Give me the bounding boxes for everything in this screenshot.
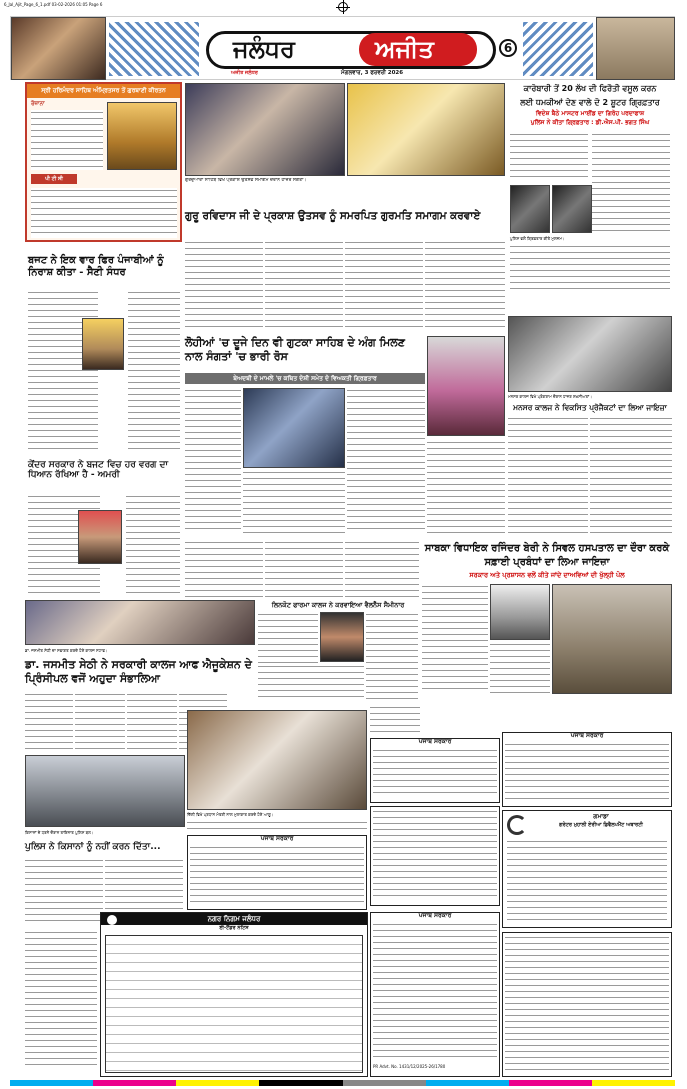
visit-caption: ਦਿੱਲੀ ਵਿਖੇ ਪ੍ਰਧਾਨ ਮੰਤਰੀ ਨਾਲ ਮੁਲਾਕਾਤ ਕਰਦੇ ਹੋਏ ਆਗੂ।: [187, 812, 274, 817]
masthead-pattern-right: [523, 22, 593, 76]
masthead-left-image: [11, 17, 106, 80]
arrest-headline: ਲਈ ਧਮਕੀਆਂ ਦੇਣ ਵਾਲੇ ਦੋ 2 ਸ਼ੂਟਰ ਗ੍ਰਿਫ਼ਤਾਰ: [520, 98, 660, 107]
ad-schedule-text: [31, 110, 103, 170]
golden-temple-image: [107, 102, 177, 170]
gurmat-headline: ਗੁਰੂ ਰਵਿਦਾਸ ਜੀ ਦੇ ਪ੍ਰਕਾਸ਼ ਉਤਸਵ ਨੂੰ ਸਮਰਪਿਤ ਗੁਰਮਤਿ ਸਮਾਗਮ ਕਰਵਾਏ: [185, 210, 481, 222]
mansar-text-2: [590, 416, 672, 534]
seminar-text-3: [258, 664, 364, 702]
notice-5-title: ਪੰਜਾਬ ਸਰਕਾਰ: [418, 912, 452, 919]
masthead-title-frame: [206, 31, 496, 69]
ad-footer-text: [31, 188, 177, 238]
farmers-headline: ਪੁਲਿਸ ਨੇ ਕਿਸਾਨਾਂ ਨੂੰ ਨਹੀਂ ਕਰਨ ਦਿੱਤਾ...: [25, 842, 161, 852]
notice-punjab-3: [187, 835, 367, 910]
notice-punjab-6: [502, 932, 672, 1077]
accused-photo-2: [552, 185, 592, 233]
masthead-title-right: ਅਜੀਤ: [375, 35, 434, 63]
print-slug: 6_Jal_Ajit_Page_6_1.pdf 03-02-2026 01:05 Page 6: [4, 2, 103, 7]
notice-6-body: [505, 935, 669, 1073]
mid-text-2: [265, 540, 343, 600]
gurmat-text-3: [345, 240, 423, 330]
arrest-sub2: ਪੁਲਿਸ ਨੇ ਕੀਤਾ ਗ੍ਰਿਫ਼ਤਾਰ : ਡੀ.ਐਸ.ਪੀ. ਭਗਤ ਸਿੰਘ: [530, 119, 650, 126]
hospital-photo-1: [490, 584, 550, 640]
farmers-photo: [25, 755, 185, 827]
gutka-text-4: [427, 440, 505, 533]
seminar-headline: ਲਿਨਕੋਟ ਫਾਰਮਾ ਕਾਲਜ ਨੇ ਕਰਵਾਇਆ ਵੈਲਨੈੱਸ ਸੈਮੀਨਾਰ: [271, 601, 405, 609]
ad-label: ਰੋਜ਼ਾਨਾ: [31, 101, 45, 107]
budget-text-2: [128, 290, 180, 450]
seminar-text-2: [366, 612, 418, 702]
central-headline: ਕੇਂਦਰ ਸਰਕਾਰ ਨੇ ਬਜਟ ਵਿਚ ਹਰ ਵਰਗ ਦਾ ਧਿਆਨ ਰੱਖਿਆ ਹੈ - ਅਮਰੀ: [28, 460, 169, 481]
ad-banner: ਸ੍ਰੀ ਹਰਿਮੰਦਰ ਸਾਹਿਬ ਅੰਮ੍ਰਿਤਸਰ ਤੋਂ ਗੁਰਬਾਣੀ ਕੀਰਤਨ: [27, 84, 180, 98]
farmers-caption: ਕਿਸਾਨਾਂ ਦੇ ਧਰਨੇ ਦੌਰਾਨ ਤਾਇਨਾਤ ਪੁਲਿਸ ਬਲ।: [25, 830, 94, 835]
tender-table: [105, 935, 363, 1073]
gutka-headline: ਲੋਹੀਆਂ 'ਚ ਦੂਜੇ ਦਿਨ ਵੀ ਗੁਟਕਾ ਸਾਹਿਬ ਦੇ ਅੰਗ ਮਿਲਣ ਨਾਲ ਸੰਗਤਾਂ 'ਚ ਭਾਰੀ ਰੋਸ: [185, 336, 405, 364]
accused-photo-1: [510, 185, 550, 233]
college-caption: ਡਾ. ਜਸਮੀਤ ਸੇਠੀ ਦਾ ਸਵਾਗਤ ਕਰਦੇ ਹੋਏ ਕਾਲਜ ਸਟਾਫ।: [25, 648, 108, 653]
gamada-title: ਗਮਾਡਾ: [593, 813, 609, 820]
visit-photo: [187, 710, 367, 810]
nagar-nigam-title: ਨਗਰ ਨਿਗਮ ਜਲੰਧਰ: [101, 913, 367, 925]
hospital-sub: ਸਰਕਾਰ ਅਤੇ ਪ੍ਰਸ਼ਾਸਨ ਵਲੋਂ ਕੀਤੇ ਜਾਂਦੇ ਦਾਅਵਿਆਂ ਦੀ ਖੁੱਲ੍ਹੀ ਪੋਲ: [469, 571, 625, 579]
mansar-caption: ਮਨਸਰ ਕਾਲਜ ਵਿਖੇ ਪ੍ਰੋਗਰਾਮ ਦੌਰਾਨ ਹਾਜ਼ਰ ਸ਼ਖ਼ਸੀਅਤਾਂ।: [508, 394, 592, 399]
hospital-photo-2: [552, 584, 672, 694]
gamada-body: [507, 839, 667, 924]
notice-punjab-4: [370, 806, 500, 906]
arrest-text-2: [592, 132, 670, 232]
hospital-headline: ਸਾਬਕਾ ਵਿਧਾਇਕ ਰਜਿੰਦਰ ਬੇਰੀ ਨੇ ਸਿਵਲ ਹਸਪਤਾਲ ਦਾ ਦੌਰਾ ਕਰਕੇ ਸਫ਼ਾਈ ਪ੍ਰਬੰਧਾਂ ਦਾ ਲਿਆ ਜਾਇਜ਼ਾ: [424, 543, 670, 568]
color-registration-bar: [10, 1080, 675, 1086]
ptc-kirtan-ad: [25, 82, 182, 242]
mid-text-1: [185, 540, 263, 600]
notice-5-body: [373, 922, 497, 1062]
masthead-pattern-left: [109, 22, 199, 76]
seminar-photo: [320, 612, 364, 662]
gurmat-photo-1: [185, 83, 345, 176]
budget-headline: ਬਜਟ ਨੇ ਇਕ ਵਾਰ ਫਿਰ ਪੰਜਾਬੀਆਂ ਨੂੰ ਨਿਰਾਸ਼ ਕੀਤਾ - ਸੈਣੀ ਸੰਧਰ: [28, 255, 164, 278]
gurmat-caption: ਗੁਰਦੁਆਰਾ ਸਾਹਿਬ ਵਿਖੇ ਪ੍ਰਕਾਸ਼ ਉਤਸਵ ਸਮਾਗਮ ਦੌਰਾਨ ਹਾਜ਼ਰ ਸੰਗਤਾਂ।: [185, 178, 307, 183]
central-text-2: [126, 494, 180, 594]
notice-punjab-2: [502, 732, 672, 807]
farmers-text-1: [25, 858, 103, 924]
gutka-text-2: [347, 388, 425, 533]
e-tender-label: ਈ-ਟੈਂਡਰ ਨੋਟਿਸ: [219, 925, 249, 931]
notice-4-body: [373, 809, 497, 901]
seminar-text-4: [370, 705, 420, 735]
amri-photo: [78, 510, 122, 564]
college-photo: [25, 600, 255, 645]
gutka-text-3: [243, 470, 345, 533]
arrest-caption: ਪੁਲਿਸ ਵਲੋਂ ਗ੍ਰਿਫ਼ਤਾਰ ਕੀਤੇ ਮੁਲਜ਼ਮ।: [510, 236, 565, 241]
masthead: [10, 16, 675, 80]
gutka-police-photo: [243, 388, 345, 468]
saini-photo: [82, 318, 124, 370]
notice-punjab-1: [370, 738, 500, 803]
masthead-subtitle: ਅਜੀਤ ਜਲੰਧਰ: [231, 70, 258, 76]
arrest-kicker: ਕਾਰੋਬਾਰੀ ਤੋਂ 20 ਲੱਖ ਦੀ ਫਿਰੌਤੀ ਵਸੂਲ ਕਰਨ: [523, 84, 657, 93]
notice-2-title: ਪੰਜਾਬ ਸਰਕਾਰ: [570, 732, 604, 739]
nagar-nigam-logo-icon: [107, 915, 117, 925]
notice-3-title: ਪੰਜਾਬ ਸਰਕਾਰ: [260, 835, 294, 842]
college-text-3: [127, 692, 177, 752]
masthead-title-left: ਜਲੰਧਰ: [233, 35, 295, 63]
page-number: 6: [499, 39, 517, 57]
visit-text: [187, 820, 367, 832]
farmers-text-3: [25, 930, 97, 1070]
notice-3-body: [190, 845, 364, 905]
gutka-text-1: [185, 388, 241, 533]
budget-text-1: [28, 290, 98, 450]
notice-1-title: ਪੰਜਾਬ ਸਰਕਾਰ: [418, 738, 452, 745]
mansar-headline: ਮਨਸਰ ਕਾਲਜ ਨੇ ਵਿਕਸਿਤ ਪ੍ਰੋਜੈਕਟਾਂ ਦਾ ਲਿਆ ਜਾਇਜ਼ਾ: [513, 403, 667, 412]
masthead-right-image: [596, 17, 675, 80]
gamada-full-name: ਗਰੇਟਰ ਮੁਹਾਲੀ ਏਰੀਆ ਡਿਵੈਲਪਮੈਂਟ ਅਥਾਰਟੀ: [559, 822, 643, 828]
hospital-text-2: [490, 642, 550, 694]
gurmat-photo-2: [347, 83, 505, 176]
date-line: ਮੰਗਲਵਾਰ, 3 ਫਰਵਰੀ 2026: [341, 70, 404, 76]
gamada-notice: [502, 810, 672, 928]
mansar-text-1: [508, 416, 588, 534]
mansar-photo: [508, 316, 672, 392]
gurmat-text-2: [265, 240, 343, 330]
college-headline: ਡਾ. ਜਸਮੀਤ ਸੇਠੀ ਨੇ ਸਰਕਾਰੀ ਕਾਲਜ ਆਫ ਐਜੂਕੇਸ਼ਨ ਦੇ ਪ੍ਰਿੰਸੀਪਲ ਵਜੋਂ ਅਹੁਦਾ ਸੰਭਾਲਿਆ: [25, 658, 252, 686]
notice-2-body: [505, 742, 669, 802]
mid-text-3: [345, 540, 419, 600]
ad-channel: ਪੀ ਟੀ ਸੀ: [31, 174, 77, 184]
gurmat-text-4: [425, 240, 505, 330]
gutka-woman-photo: [427, 336, 505, 436]
hospital-text-1: [422, 584, 488, 694]
notice-1-body: [373, 748, 497, 798]
nagar-nigam-tender: [100, 912, 368, 1077]
college-text-2: [75, 692, 125, 752]
gutka-strap: ਬੇਅਦਬੀ ਦੇ ਮਾਮਲੇ 'ਚ ਕਥਿਤ ਦੋਸ਼ੀ ਸਮੇਤ ਦੋ ਵਿਅਕਤੀ ਗ੍ਰਿਫ਼ਤਾਰ: [185, 373, 425, 384]
arrest-sub1: ਵਿਦੇਸ਼ ਬੈਠੇ ਮਾਸਟਰ ਮਾਈਂਡ ਦਾ ਗਿਰੋਹ ਪਰਦਾਫਾਸ਼: [535, 110, 645, 117]
pr-number: PR Advt. No. 1431/12/2025-26/1780: [373, 1063, 446, 1069]
gamada-logo-icon: [507, 815, 527, 835]
college-text-1: [25, 692, 73, 752]
registration-mark-icon: [338, 2, 348, 12]
gurmat-text-1: [185, 240, 263, 330]
notice-punjab-5: [370, 912, 500, 1077]
arrest-text-3: [510, 244, 670, 292]
arrest-text-1: [510, 132, 588, 182]
